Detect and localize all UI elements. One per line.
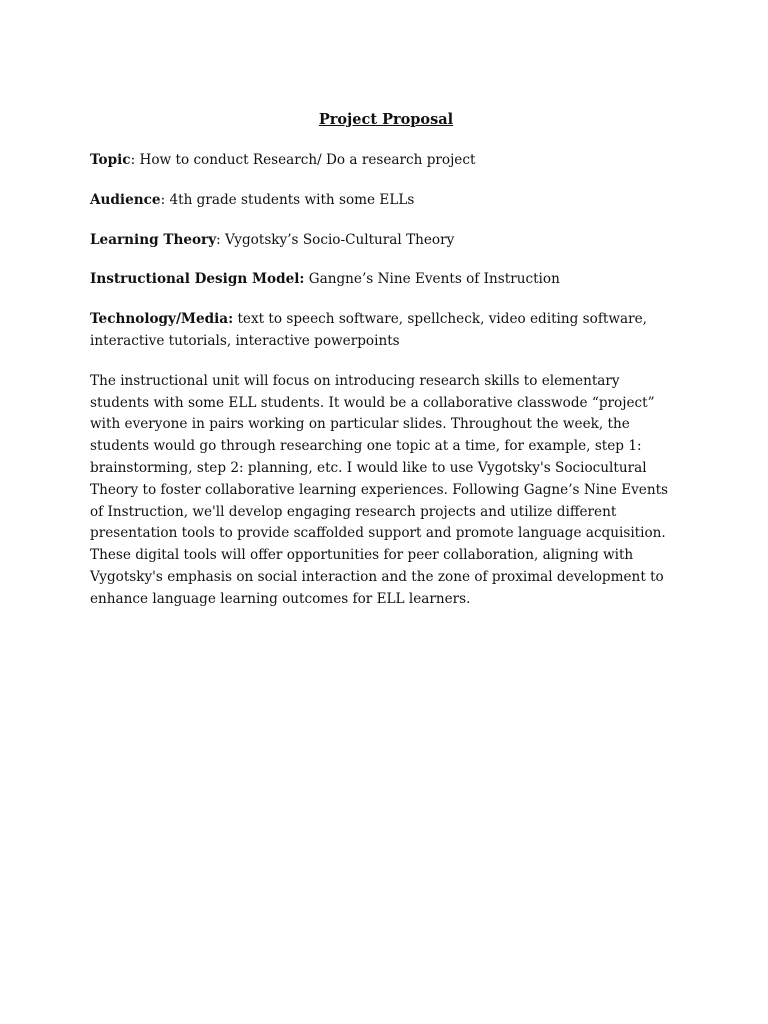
learning-theory-field	[90, 230, 682, 252]
document-content	[90, 108, 682, 611]
topic-field	[90, 150, 682, 172]
learning-theory-separator: :	[216, 231, 226, 248]
instructional-unit-paragraph: The instructional unit will focus on introducing research skills to elementary students with some ELL students. It would be a collaborative classwode “project” with everyone in pairs working on particular slides. Throughout the week, the students would go through researching one topic at a time, for example, step 1: brainstorming, step 2: planning, etc. I would like to use Vygotsky's Sociocultural Theory to foster collaborative learning experiences. Following Gagne’s Nine Events of Instruction, we'll develop engaging research projects and utilize different presentation tools to provide scaffolded support and promote language acquisition. These digital tools will offer opportunities for peer collaboration, aligning with Vygotsky's emphasis on social interaction and the zone of proximal development to enhance language learning outcomes for ELL learners.	[90, 372, 669, 607]
technology-media-value: text to speech software, spellcheck, video editing software, interactive tutorials, interactive powerpoints	[90, 311, 647, 349]
topic-label: Topic	[90, 152, 131, 168]
instructional-design-model-label: Instructional Design Model:	[90, 271, 305, 288]
technology-media-label: Technology/Media:	[90, 311, 234, 328]
audience-field	[90, 190, 682, 212]
instructional-design-model-field	[90, 269, 682, 291]
audience-value: 4th grade students with some ELLs	[169, 191, 415, 208]
audience-label: Audience	[90, 191, 161, 208]
learning-theory-value: Vygotsky’s Socio-Cultural Theory	[225, 231, 455, 248]
learning-theory-label: Learning Theory	[90, 231, 217, 248]
topic-separator: :	[130, 152, 140, 168]
topic-value: How to conduct Research/ Do a research project	[139, 152, 476, 168]
instructional-design-model-value: Gangne’s Nine Events of Instruction	[308, 271, 560, 288]
technology-media-field	[90, 309, 682, 353]
audience-separator: :	[160, 191, 170, 208]
document-title: Project Proposal	[318, 111, 454, 128]
